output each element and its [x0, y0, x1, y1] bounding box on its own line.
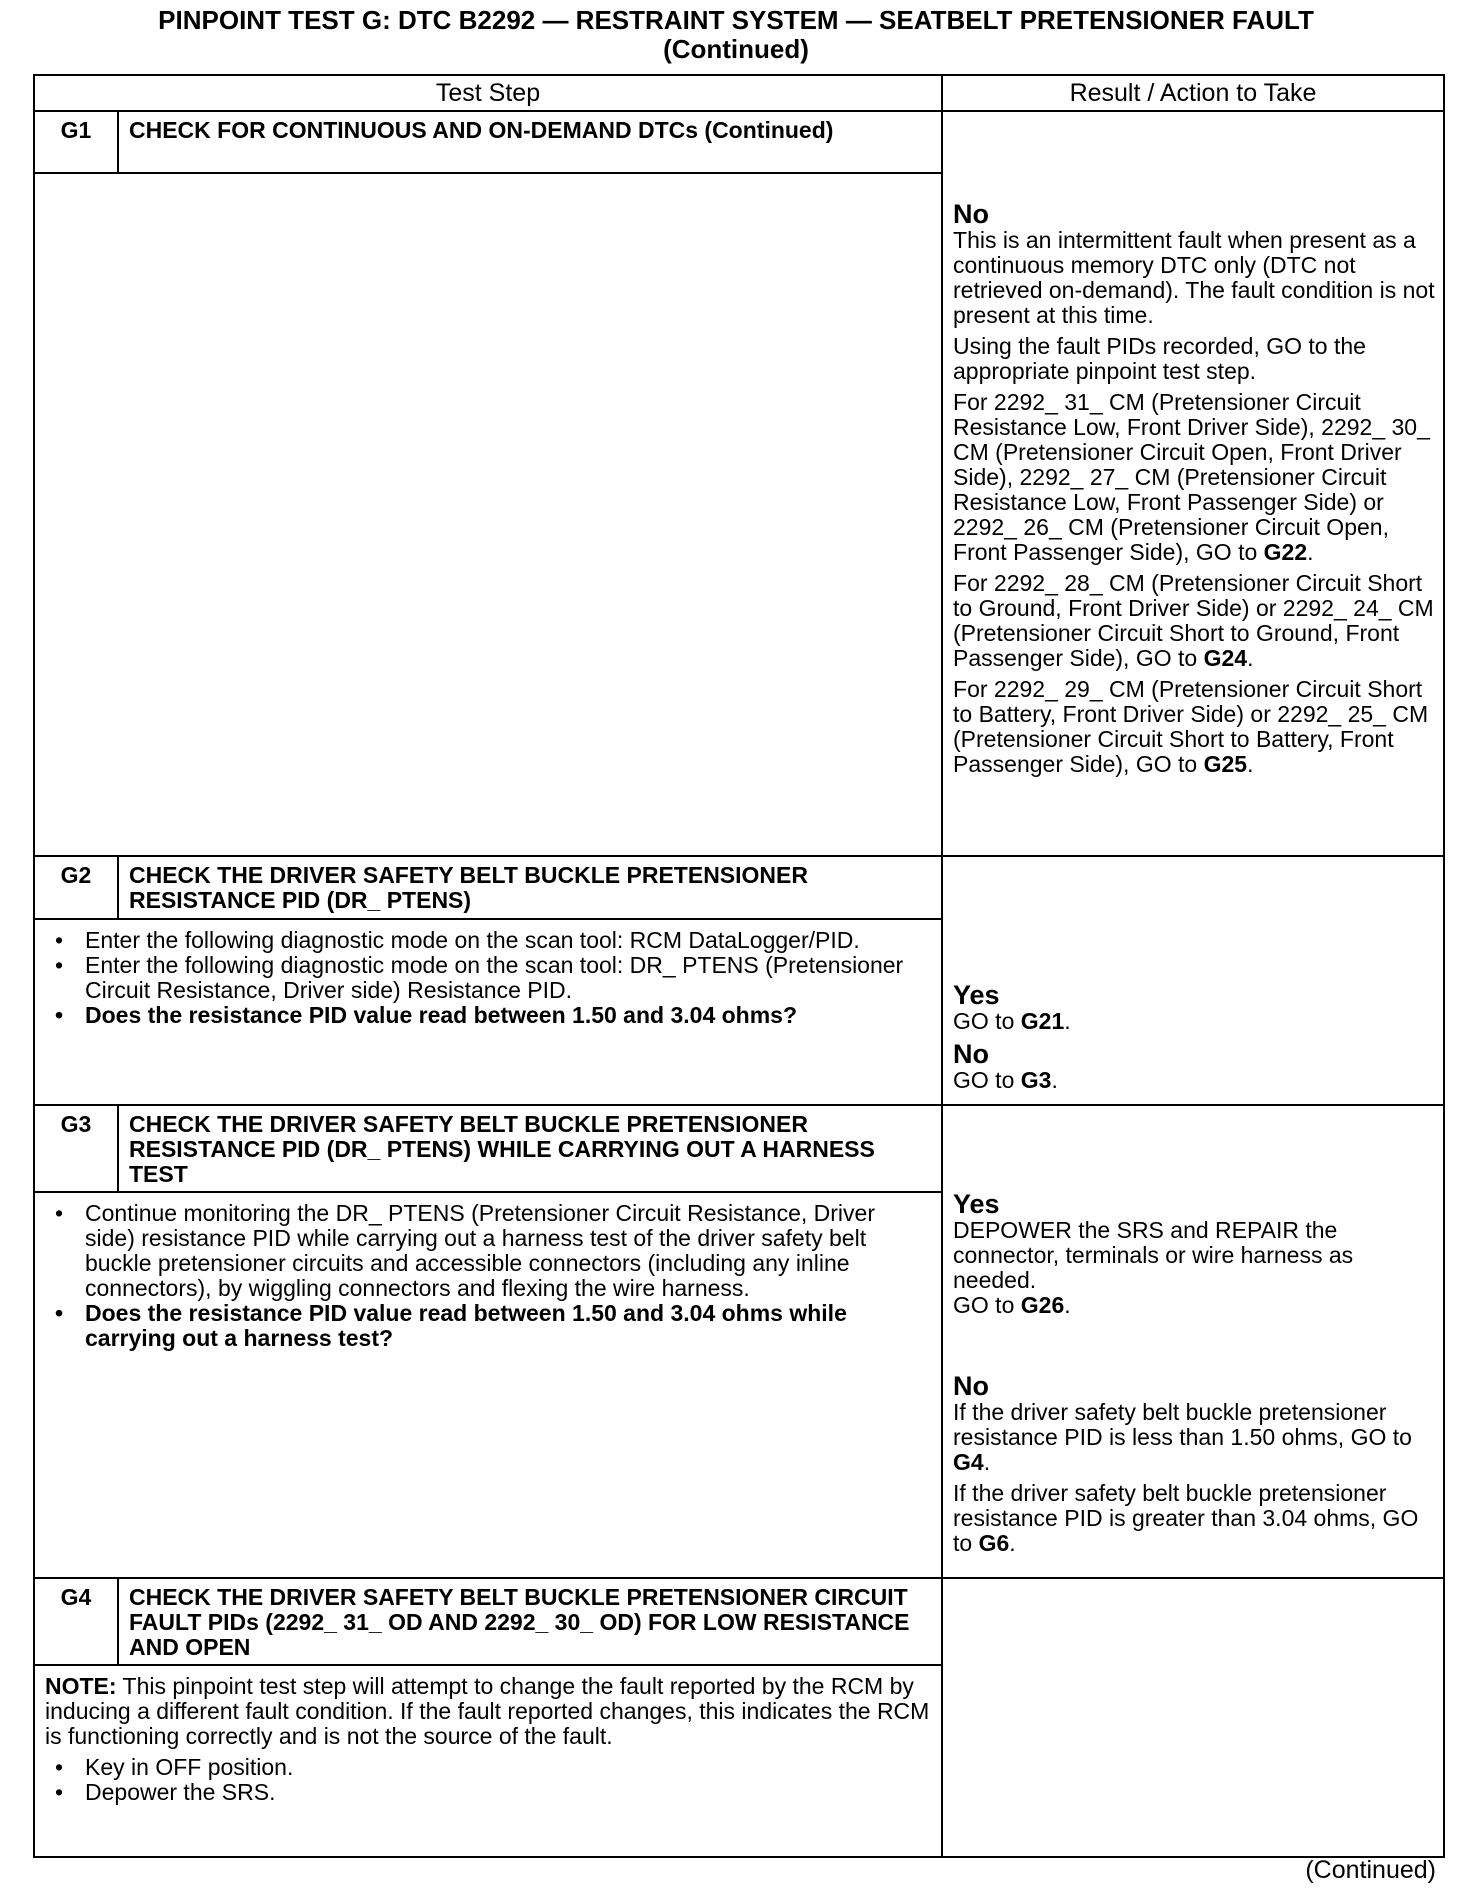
goto-g6-link[interactable]: G6	[978, 1530, 1010, 1556]
period: .	[1051, 1067, 1058, 1093]
step-g2-header-row	[34, 856, 1444, 919]
period: .	[1009, 1530, 1016, 1556]
step-result-g4	[942, 1578, 1444, 1857]
goto-g3-link[interactable]: G3	[1020, 1067, 1052, 1093]
pinpoint-test-table	[33, 74, 1445, 1858]
result-no-text-g3-1	[953, 1400, 1439, 1475]
step-g4-bullets	[45, 1755, 931, 1805]
step-title-g2: CHECK THE DRIVER SAFETY BELT BUCKLE PRETENSIONER RESISTANCE PID (DR_ PTENS)	[118, 856, 942, 919]
goto-g26-link[interactable]: G26	[1020, 1292, 1065, 1318]
result-no-text-g2	[953, 1068, 1439, 1093]
step-result-g3	[942, 1105, 1444, 1578]
goto-g24-link[interactable]: G24	[1203, 645, 1248, 671]
note-label: NOTE:	[45, 1673, 117, 1699]
step-title-g1: CHECK FOR CONTINUOUS AND ON-DEMAND DTCs (Continued)	[118, 111, 942, 173]
list-item: • Enter the following diagnostic mode on the scan tool: RCM DataLogger/PID.	[45, 928, 931, 953]
list-item: • Depower the SRS.	[45, 1780, 931, 1805]
result-no-text-g1-1: This is an intermittent fault when present as a continuous memory DTC only (DTC not retrieved on-demand). The fault condition is not present at this time.	[953, 227, 1435, 328]
table-header-row	[34, 75, 1444, 111]
period: .	[1307, 539, 1314, 565]
result-no-text-g3-2	[953, 1481, 1439, 1556]
result-no-text-g1-2: Using the fault PIDs recorded, GO to the appropriate pinpoint test step.	[953, 333, 1366, 384]
list-item: • Continue monitoring the DR_ PTENS (Pretensioner Circuit Resistance, Driver side) resistance PID while carrying out a harness test of the driver safety belt buckle pretensioner circuits and accessible connectors (including any inline connectors), by wiggling connectors and flexing the wire harness.	[45, 1201, 931, 1301]
note-text: This pinpoint test step will attempt to change the fault reported by the RCM by inducing a different fault condition. If the fault reported changes, this indicates the RCM is functioning correctly and is not the source of the fault.	[45, 1673, 930, 1749]
title-line-1: PINPOINT TEST G: DTC B2292 — RESTRAINT SYSTEM — SEATBELT PRETENSIONER FAULT	[158, 5, 1314, 35]
result-yes-text-g3-1: DEPOWER the SRS and REPAIR the connector, terminals or wire harness as needed.	[953, 1217, 1354, 1293]
step-number-g4: G4	[34, 1578, 118, 1665]
title-line-2: (Continued)	[663, 34, 809, 64]
result-no-text-g1-4	[953, 571, 1439, 671]
column-header-test-step: Test Step	[34, 75, 942, 111]
step-g3-bullets	[45, 1201, 931, 1351]
step-result-g1	[942, 111, 1444, 856]
result-no-label-g1: No	[953, 199, 990, 229]
period: .	[983, 1449, 991, 1475]
goto-text: GO to	[953, 1292, 1021, 1318]
period: .	[1247, 645, 1254, 671]
step-g4-header-row	[34, 1578, 1444, 1665]
page-title	[0, 6, 1472, 64]
step-number-g3: G3	[34, 1105, 118, 1192]
result-yes-label-g2: Yes	[953, 980, 1000, 1010]
result-g1-4-text: For 2292_ 28_ CM (Pretensioner Circuit Short to Ground, Front Driver Side) or 2292_ 24_ CM (Pretensioner Circuit Short to Ground, Front Passenger Side), GO to	[953, 570, 1434, 671]
step-body-g1	[34, 173, 942, 856]
result-no-label-g2: No	[953, 1039, 990, 1069]
step-title-g4: CHECK THE DRIVER SAFETY BELT BUCKLE PRETENSIONER CIRCUIT FAULT PIDs (2292_ 31_ OD AND 2292_ 30_ OD) FOR LOW RESISTANCE AND OPEN	[118, 1578, 942, 1665]
result-no-text-g1-5	[953, 677, 1439, 777]
step-number-g2: G2	[34, 856, 118, 919]
step-g1-header-row	[34, 111, 1444, 173]
goto-text: GO to	[953, 1008, 1021, 1034]
period: .	[1064, 1008, 1071, 1034]
goto-g21-link[interactable]: G21	[1020, 1008, 1065, 1034]
step-g4-note	[45, 1674, 931, 1749]
result-g3-no-2-text: If the driver safety belt buckle pretensioner resistance PID is greater than 3.04 ohms, GO to	[953, 1480, 1419, 1556]
list-item-question: • Does the resistance PID value read between 1.50 and 3.04 ohms while carrying out a harness test?	[45, 1301, 931, 1351]
step-body-g2	[34, 919, 942, 1105]
continued-footer: (Continued)	[1305, 1856, 1436, 1884]
period: .	[1064, 1292, 1071, 1318]
column-header-result: Result / Action to Take	[942, 75, 1444, 111]
result-yes-label-g3: Yes	[953, 1189, 1000, 1219]
goto-g4-link[interactable]: G4	[953, 1449, 984, 1475]
result-g3-no-1-text: If the driver safety belt buckle pretensioner resistance PID is less than 1.50 ohms, GO to	[953, 1399, 1412, 1450]
step-result-g2	[942, 856, 1444, 1105]
goto-g25-link[interactable]: G25	[1203, 751, 1248, 777]
result-no-text-g1-3	[953, 390, 1439, 565]
goto-text: GO to	[953, 1067, 1021, 1093]
list-item: • Key in OFF position.	[45, 1755, 931, 1780]
step-title-g3: CHECK THE DRIVER SAFETY BELT BUCKLE PRETENSIONER RESISTANCE PID (DR_ PTENS) WHILE CARRYING OUT A HARNESS TEST	[118, 1105, 942, 1192]
step-number-g1: G1	[34, 111, 118, 173]
result-yes-text-g2	[953, 1009, 1439, 1034]
result-g1-3-text: For 2292_ 31_ CM (Pretensioner Circuit Resistance Low, Front Driver Side), 2292_ 30_ CM (Pretensioner Circuit Open, Front Driver Side), 2292_ 27_ CM (Pretensioner Circuit Resistance Low, Front Passenger Side) or 2292_ 26_ CM (Pretensioner Circuit Open, Front Passenger Side), GO to	[953, 389, 1430, 565]
step-g3-header-row	[34, 1105, 1444, 1192]
period: .	[1247, 751, 1254, 777]
step-g2-bullets	[45, 928, 931, 1028]
list-item-question: • Does the resistance PID value read between 1.50 and 3.04 ohms?	[45, 1003, 931, 1028]
step-body-g3	[34, 1192, 942, 1578]
goto-g22-link[interactable]: G22	[1263, 539, 1308, 565]
list-item: • Enter the following diagnostic mode on the scan tool: DR_ PTENS (Pretensioner Circuit Resistance, Driver side) Resistance PID.	[45, 953, 931, 1003]
step-body-g4	[34, 1665, 942, 1857]
result-g1-5-text: For 2292_ 29_ CM (Pretensioner Circuit Short to Battery, Front Driver Side) or 2292_ 25_ CM (Pretensioner Circuit Short to Battery, Front Passenger Side), GO to	[953, 676, 1429, 777]
result-yes-text-g3-2	[953, 1293, 1439, 1318]
result-no-label-g3: No	[953, 1371, 990, 1401]
